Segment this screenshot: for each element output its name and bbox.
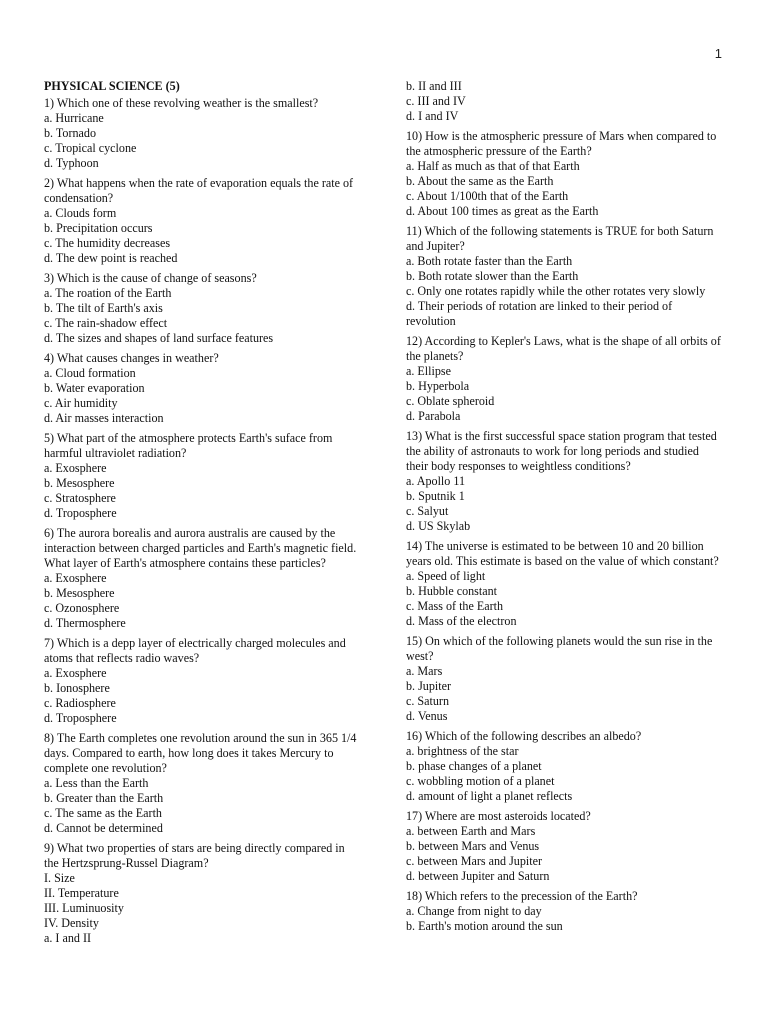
answer-option: IV. Density: [44, 916, 99, 930]
answer-option: b. Jupiter: [406, 679, 452, 693]
answer-option: c. wobbling motion of a planet: [406, 774, 555, 788]
document-title: PHYSICAL SCIENCE (5): [44, 79, 180, 93]
question-block: [44, 431, 362, 521]
question-block: [406, 224, 724, 329]
answer-option: a. Cloud formation: [44, 366, 136, 380]
question-block: [406, 809, 724, 884]
answer-option: a. Less than the Earth: [44, 776, 149, 790]
answer-option: d. Air masses interaction: [44, 411, 164, 425]
answer-option: d. Typhoon: [44, 156, 99, 170]
answer-option: d. I and IV: [406, 109, 459, 123]
question-block: [44, 731, 362, 836]
question-block: [406, 129, 724, 219]
question-block: [406, 539, 724, 629]
question-block: [406, 334, 724, 424]
answer-option: a. Change from night to day: [406, 904, 542, 918]
question-text: 6) The aurora borealis and aurora australis are caused by the interaction between charged particles and Earth's magnetic field. What layer of Earth's atmosphere contains these particles?: [44, 526, 357, 570]
answer-option: b. Tornado: [44, 126, 97, 140]
answer-option: c. Stratosphere: [44, 491, 116, 505]
answer-option: c. Air humidity: [44, 396, 118, 410]
answer-option: b. Hubble constant: [406, 584, 498, 598]
answer-option: d. amount of light a planet reflects: [406, 789, 573, 803]
question-text: 17) Where are most asteroids located?: [406, 809, 591, 823]
question-text: 2) What happens when the rate of evaporation equals the rate of condensation?: [44, 176, 354, 205]
answer-option: b. Precipitation occurs: [44, 221, 153, 235]
answer-option: d. US Skylab: [406, 519, 471, 533]
question-block: [44, 636, 362, 726]
question-block: [406, 889, 724, 934]
right-column: [406, 79, 724, 939]
question-text: 12) According to Kepler's Laws, what is the shape of all orbits of the planets?: [406, 334, 721, 363]
question-text: 14) The universe is estimated to be between 10 and 20 billion years old. This estimate is based on the value of which constant?: [406, 539, 719, 568]
answer-option: d. About 100 times as great as the Earth: [406, 204, 599, 218]
answer-option: b. between Mars and Venus: [406, 839, 540, 853]
answer-option: a. Hurricane: [44, 111, 104, 125]
answer-option: d. Parabola: [406, 409, 461, 423]
answer-option: c. Tropical cyclone: [44, 141, 137, 155]
answer-option: c. The same as the Earth: [44, 806, 162, 820]
answer-option: b. About the same as the Earth: [406, 174, 554, 188]
question-text: 16) Which of the following describes an albedo?: [406, 729, 642, 743]
answer-option: a. The roation of the Earth: [44, 286, 172, 300]
answer-option: b. Greater than the Earth: [44, 791, 164, 805]
question-block: [44, 526, 362, 631]
question-text: 18) Which refers to the precession of the Earth?: [406, 889, 638, 903]
question-block: [406, 634, 724, 724]
question-text: 9) What two properties of stars are being directly compared in the Hertzsprung-Russel Diagram?: [44, 841, 345, 870]
question-text: 8) The Earth completes one revolution around the sun in 365 1/4 days. Compared to earth, how long does it takes Mercury to complete one revolution?: [44, 731, 357, 775]
answer-option: d. The sizes and shapes of land surface features: [44, 331, 274, 345]
answer-option: I. Size: [44, 871, 75, 885]
answer-option: III. Luminuosity: [44, 901, 124, 915]
answer-option: c. The rain-shadow effect: [44, 316, 168, 330]
answer-option: b. Ionosphere: [44, 681, 110, 695]
question-block: [44, 271, 362, 346]
answer-option: a. Exosphere: [44, 571, 107, 585]
answer-option: d. Troposphere: [44, 506, 117, 520]
question-block: [44, 176, 362, 266]
answer-option: b. phase changes of a planet: [406, 759, 542, 773]
question-block: [406, 79, 724, 124]
answer-option: a. Apollo 11: [406, 474, 466, 488]
answer-option: d. Troposphere: [44, 711, 117, 725]
answer-option: II. Temperature: [44, 886, 119, 900]
answer-option: c. Radiosphere: [44, 696, 116, 710]
question-text: 10) How is the atmospheric pressure of Mars when compared to the atmospheric pressure of the Earth?: [406, 129, 717, 158]
answer-option: b. Earth's motion around the sun: [406, 919, 563, 933]
question-text: 13) What is the first successful space station program that tested the ability of astronauts to work for long periods and studied their body responses to weightless conditions?: [406, 429, 717, 473]
question-text: 4) What causes changes in weather?: [44, 351, 219, 365]
question-text: 5) What part of the atmosphere protects Earth's suface from harmful ultraviolet radiation?: [44, 431, 333, 460]
answer-option: d. Mass of the electron: [406, 614, 517, 628]
answer-option: d. Their periods of rotation are linked to their period of revolution: [406, 299, 673, 328]
answer-option: a. Speed of light: [406, 569, 486, 583]
answer-option: a. Exosphere: [44, 666, 107, 680]
question-block: [406, 429, 724, 534]
answer-option: b. Water evaporation: [44, 381, 145, 395]
answer-option: a. brightness of the star: [406, 744, 519, 758]
question-text: 1) Which one of these revolving weather is the smallest?: [44, 96, 319, 110]
answer-option: d. Cannot be determined: [44, 821, 163, 835]
answer-option: b. Hyperbola: [406, 379, 470, 393]
right-question-list: [406, 79, 724, 934]
answer-option: c. Mass of the Earth: [406, 599, 504, 613]
answer-option: d. The dew point is reached: [44, 251, 178, 265]
page-number: 1: [714, 46, 722, 61]
answer-option: c. between Mars and Jupiter: [406, 854, 543, 868]
question-block: [44, 96, 362, 171]
question-text: 15) On which of the following planets would the sun rise in the west?: [406, 634, 713, 663]
question-text: 11) Which of the following statements is TRUE for both Saturn and Jupiter?: [406, 224, 714, 253]
answer-option: d. Thermosphere: [44, 616, 126, 630]
answer-option: b. The tilt of Earth's axis: [44, 301, 163, 315]
left-question-list: [44, 96, 362, 946]
answer-option: c. Oblate spheroid: [406, 394, 495, 408]
question-text: 3) Which is the cause of change of seasons?: [44, 271, 257, 285]
answer-option: a. Clouds form: [44, 206, 117, 220]
left-column: [44, 79, 362, 951]
answer-option: b. Mesosphere: [44, 476, 115, 490]
answer-option: b. Mesosphere: [44, 586, 115, 600]
question-block: [406, 729, 724, 804]
answer-option: b. II and III: [406, 79, 462, 93]
answer-option: a. Ellipse: [406, 364, 452, 378]
answer-option: b. Sputnik 1: [406, 489, 465, 503]
answer-option: c. About 1/100th that of the Earth: [406, 189, 569, 203]
answer-option: c. Salyut: [406, 504, 449, 518]
question-text: 7) Which is a depp layer of electrically charged molecules and atoms that reflects radio waves?: [44, 636, 346, 665]
answer-option: a. Mars: [406, 664, 443, 678]
answer-option: c. III and IV: [406, 94, 466, 108]
question-block: [44, 841, 362, 946]
answer-option: c. Saturn: [406, 694, 449, 708]
answer-option: d. between Jupiter and Saturn: [406, 869, 550, 883]
answer-option: c. Only one rotates rapidly while the other rotates very slowly: [406, 284, 706, 298]
answer-option: d. Venus: [406, 709, 448, 723]
answer-option: b. Both rotate slower than the Earth: [406, 269, 579, 283]
answer-option: a. I and II: [44, 931, 92, 945]
answer-option: c. Ozonosphere: [44, 601, 120, 615]
answer-option: a. Half as much as that of that Earth: [406, 159, 580, 173]
answer-option: c. The humidity decreases: [44, 236, 171, 250]
answer-option: a. between Earth and Mars: [406, 824, 536, 838]
answer-option: a. Both rotate faster than the Earth: [406, 254, 573, 268]
question-block: [44, 351, 362, 426]
answer-option: a. Exosphere: [44, 461, 107, 475]
